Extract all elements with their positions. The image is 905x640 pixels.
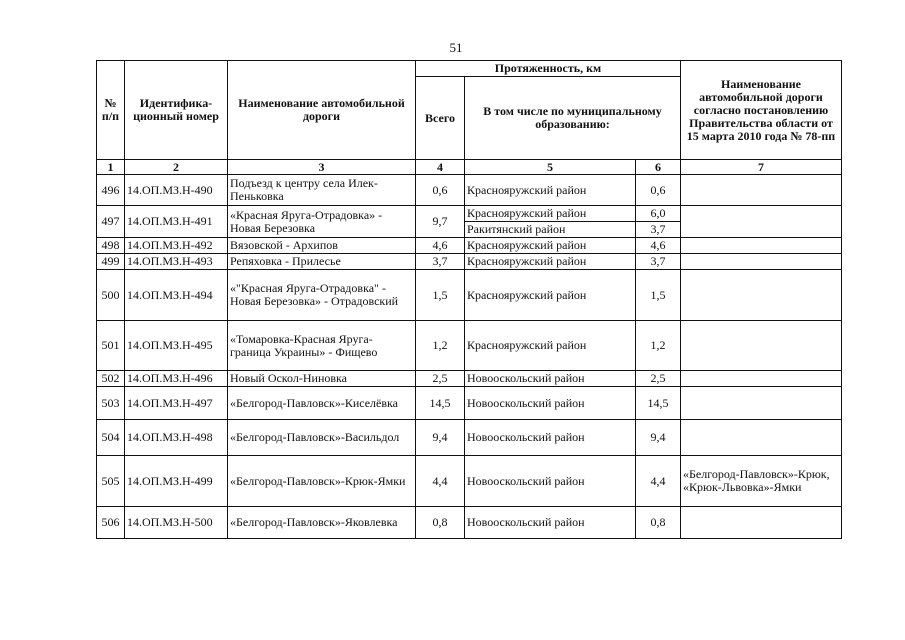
road-id: 14.ОП.МЗ.Н-496: [125, 371, 228, 387]
municipality: Ракитянский район: [465, 222, 636, 238]
old-road-name: [681, 420, 842, 456]
table-row: [97, 254, 842, 270]
col-number-1: 1: [97, 160, 125, 175]
road-name: «Томаровка-Красная Яруга-граница Украины» - Фищево: [228, 321, 416, 371]
row-number: 499: [97, 254, 125, 270]
length-total: 9,7: [416, 206, 465, 238]
header-length-group: Протяженность, км: [416, 61, 681, 77]
page-number: 51: [449, 40, 463, 55]
table-row: [97, 270, 842, 321]
road-name: Новый Оскол-Ниновка: [228, 371, 416, 387]
length-total: 14,5: [416, 387, 465, 420]
municipality: Новооскольский район: [465, 387, 636, 420]
table-row: [97, 321, 842, 371]
table-row: [97, 456, 842, 507]
road-name: «Белгород-Павловск»-Крюк-Ямки: [228, 456, 416, 507]
road-name: Подъезд к центру села Илек-Пеньковка: [228, 175, 416, 206]
road-name: Репяховка - Прилесье: [228, 254, 416, 270]
length-total: 1,5: [416, 270, 465, 321]
header-no: № п/п: [97, 61, 125, 160]
road-name: «Белгород-Павловск»-Киселёвка: [228, 387, 416, 420]
municipality-length: 4,4: [636, 456, 681, 507]
length-total: 2,5: [416, 371, 465, 387]
table-row: [97, 507, 842, 539]
municipality: Краснояружский район: [465, 254, 636, 270]
header-id: Идентифика-ционный номер: [125, 61, 228, 160]
municipality-length: 3,7: [636, 222, 681, 238]
row-number: 503: [97, 387, 125, 420]
old-road-name: [681, 270, 842, 321]
road-name: Вязовской - Архипов: [228, 238, 416, 254]
municipality-length: 4,6: [636, 238, 681, 254]
road-id: 14.ОП.МЗ.Н-491: [125, 206, 228, 238]
row-number: 497: [97, 206, 125, 238]
municipality: Краснояружский район: [465, 321, 636, 371]
municipality: Краснояружский район: [465, 175, 636, 206]
row-number: 505: [97, 456, 125, 507]
road-id: 14.ОП.МЗ.Н-499: [125, 456, 228, 507]
row-number: 504: [97, 420, 125, 456]
header-resolution: Наименование автомобильной дороги согласно постановлению Правительства области от 15 марта 2010 года № 78-пп: [681, 61, 842, 160]
table-row: [97, 206, 842, 222]
old-road-name: [681, 387, 842, 420]
length-total: 0,8: [416, 507, 465, 539]
old-road-name: [681, 321, 842, 371]
row-number: 501: [97, 321, 125, 371]
municipality: Новооскольский район: [465, 420, 636, 456]
road-name: «Красная Яруга-Отрадовка» - Новая Березовка: [228, 206, 416, 238]
road-id: 14.ОП.МЗ.Н-495: [125, 321, 228, 371]
table-row: [97, 175, 842, 206]
municipality-length: 1,2: [636, 321, 681, 371]
row-number: 500: [97, 270, 125, 321]
table-row: [97, 238, 842, 254]
municipality-length: 1,5: [636, 270, 681, 321]
old-road-name: [681, 206, 842, 238]
municipality: Новооскольский район: [465, 456, 636, 507]
municipality-length: 6,0: [636, 206, 681, 222]
table-row: [97, 371, 842, 387]
municipality-length: 0,6: [636, 175, 681, 206]
header-total: Всего: [416, 77, 465, 160]
col-number-3: 3: [228, 160, 416, 175]
old-road-name: [681, 254, 842, 270]
municipality-length: 3,7: [636, 254, 681, 270]
table-row: [97, 387, 842, 420]
road-name: «"Красная Яруга-Отрадовка" - Новая Березовка» - Отрадовский: [228, 270, 416, 321]
road-id: 14.ОП.МЗ.Н-492: [125, 238, 228, 254]
col-number-2: 2: [125, 160, 228, 175]
table-row: [97, 420, 842, 456]
municipality: Новооскольский район: [465, 507, 636, 539]
road-id: 14.ОП.МЗ.Н-490: [125, 175, 228, 206]
municipality: Краснояружский район: [465, 270, 636, 321]
municipality-length: 9,4: [636, 420, 681, 456]
municipality: Краснояружский район: [465, 238, 636, 254]
old-road-name: [681, 175, 842, 206]
length-total: 4,4: [416, 456, 465, 507]
roads-table: [96, 60, 842, 539]
municipality-length: 14,5: [636, 387, 681, 420]
old-road-name: [681, 371, 842, 387]
length-total: 9,4: [416, 420, 465, 456]
road-id: 14.ОП.МЗ.Н-498: [125, 420, 228, 456]
road-name: «Белгород-Павловск»-Васильдол: [228, 420, 416, 456]
old-road-name: [681, 507, 842, 539]
length-total: 3,7: [416, 254, 465, 270]
row-number: 498: [97, 238, 125, 254]
length-total: 1,2: [416, 321, 465, 371]
col-number-5: 5: [465, 160, 636, 175]
municipality: Новооскольский район: [465, 371, 636, 387]
municipality: Краснояружский район: [465, 206, 636, 222]
road-id: 14.ОП.МЗ.Н-494: [125, 270, 228, 321]
col-number-6: 6: [636, 160, 681, 175]
header-incl: В том числе по муниципальному образованию:: [465, 77, 681, 160]
old-road-name: «Белгород-Павловск»-Крюк, «Крюк-Львовка»-Ямки: [681, 456, 842, 507]
road-name: «Белгород-Павловск»-Яковлевка: [228, 507, 416, 539]
municipality-length: 2,5: [636, 371, 681, 387]
road-id: 14.ОП.МЗ.Н-500: [125, 507, 228, 539]
road-id: 14.ОП.МЗ.Н-493: [125, 254, 228, 270]
row-number: 496: [97, 175, 125, 206]
col-number-7: 7: [681, 160, 842, 175]
road-id: 14.ОП.МЗ.Н-497: [125, 387, 228, 420]
header-name: Наименование автомобильной дороги: [228, 61, 416, 160]
length-total: 0,6: [416, 175, 465, 206]
row-number: 506: [97, 507, 125, 539]
municipality-length: 0,8: [636, 507, 681, 539]
col-number-4: 4: [416, 160, 465, 175]
length-total: 4,6: [416, 238, 465, 254]
row-number: 502: [97, 371, 125, 387]
old-road-name: [681, 238, 842, 254]
